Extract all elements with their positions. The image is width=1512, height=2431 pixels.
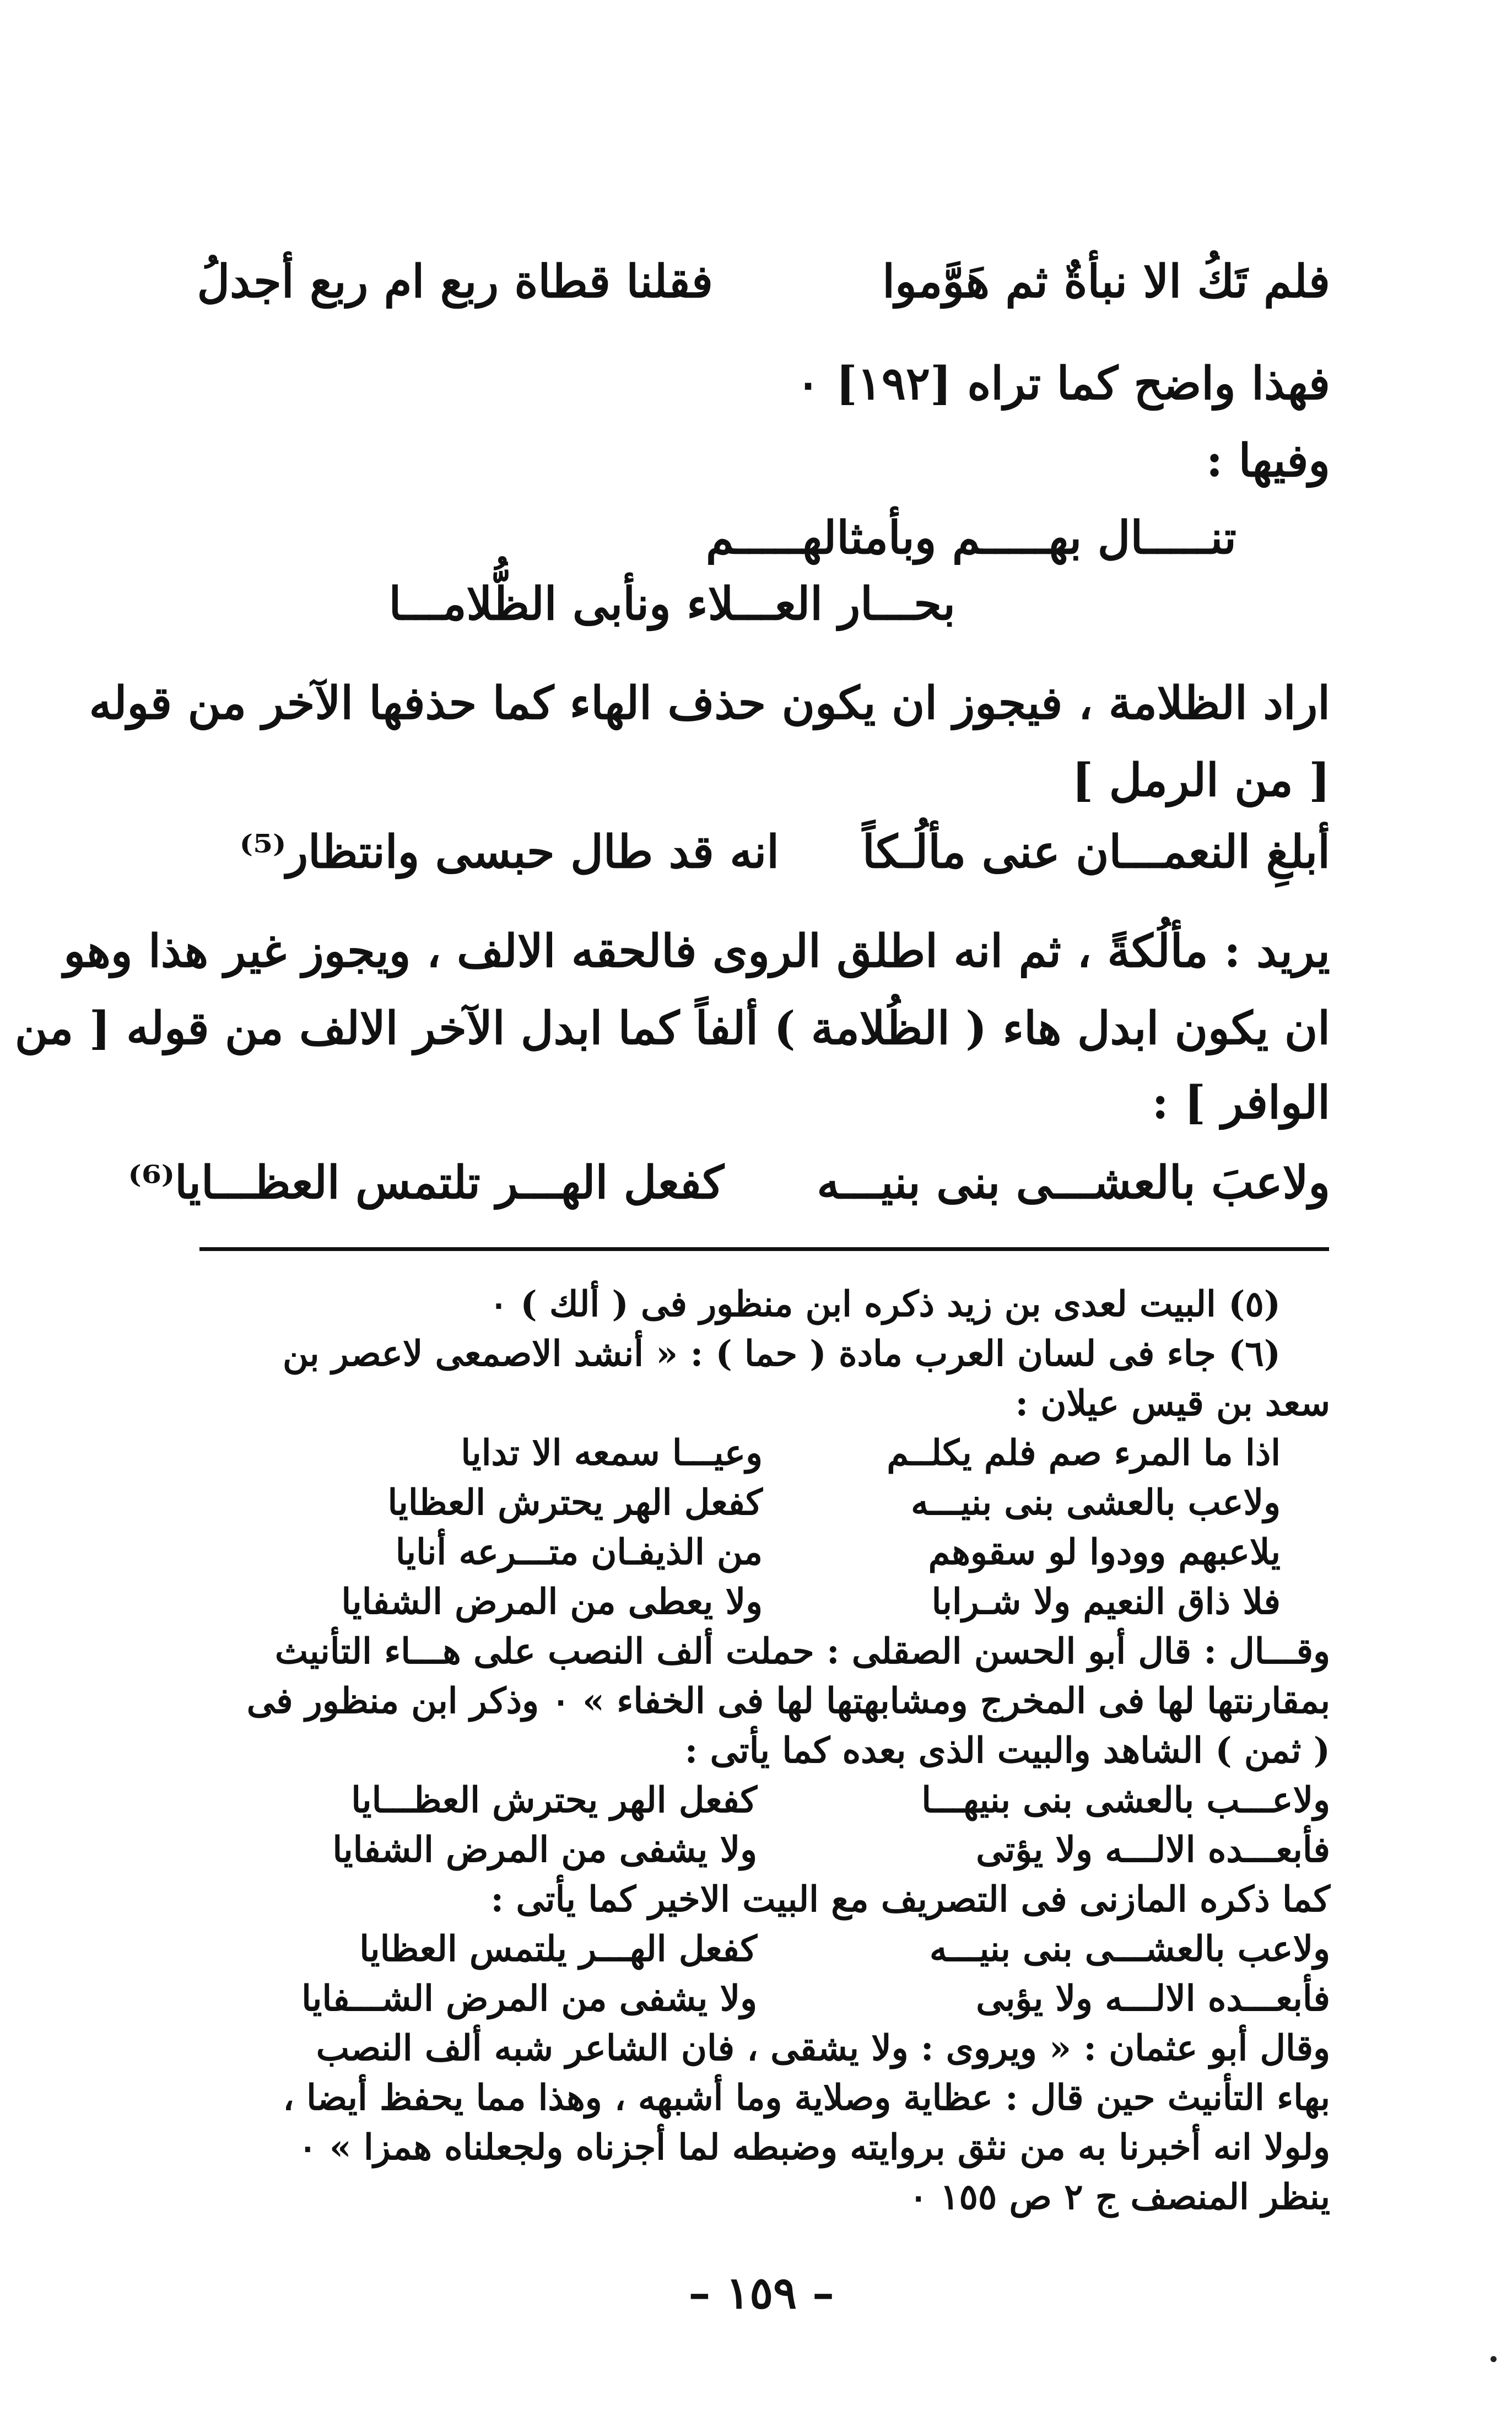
footnote-verse-right: فأبعـــده الالـــه ولا يؤتى — [976, 1829, 1330, 1871]
footnote-verse-right: ولاعـــب بالعشى بنى بنيهـــا — [921, 1780, 1330, 1821]
footnote-verse-right: فأبعـــده الالـــه ولا يؤبى — [976, 1978, 1330, 2019]
verse-hemistich-left: انه قد طال حبسى وانتظار⁽⁵⁾ — [239, 826, 779, 878]
footnote-verse-left: كفعل الهر يحترش العظايا — [387, 1482, 763, 1523]
footnote-separator — [199, 1247, 1329, 1251]
footnote-verse-left: كفعل الهـــر يلتمس العظايا — [359, 1928, 757, 1970]
footnote-verse-left: ولا يعطى من المرض الشفايا — [341, 1581, 763, 1623]
verse-hemistich-left: كفعل الهـــر تلتمس العظـــايا⁽⁶⁾ — [128, 1156, 724, 1209]
verse-hemistich-left: فقلنا قطاة ربع ام ربع أجدلُ — [197, 255, 713, 308]
verse-line-centered: بحـــار العـــلاء ونأبى الظُّلامـــا — [388, 578, 955, 630]
footnote-verse-left: كفعل الهر يحترش العظـــايا — [351, 1780, 757, 1821]
footnote-line: كما ذكره المازنى فى التصريف مع البيت الاخير كما يأتى : — [490, 1879, 1330, 1920]
footnote-line: ولولا انه أخبرنا به من نثق بروايته وضبطه لما أجزناه ولجعلناه همزا » ٠ — [298, 2127, 1330, 2168]
footnote-verse-left: من الذيفـان متـــرعه أنايا — [395, 1532, 763, 1573]
page-number: – ١٥٩ – — [688, 2267, 834, 2319]
footnote-verse-right: اذا ما المرء صم فلم يكلــم — [887, 1432, 1281, 1474]
footnote-line: بمقارنتها لها فى المخرج ومشابهتها لها فى الخفاء » ٠ وذكر ابن منظور فى — [246, 1680, 1330, 1722]
verse-hemistich-right: فلم تَكُ الا نبأةٌ ثم هَوَّموا — [882, 255, 1330, 308]
text-line: الوافر ] : — [1152, 1076, 1330, 1129]
footnote-verse-right: فلا ذاق النعيم ولا شـرابا — [931, 1581, 1281, 1623]
footnote-verse-right: ولاعب بالعشى بنى بنيـــه — [911, 1482, 1281, 1523]
scan-speck — [1491, 2356, 1497, 2362]
footnote-verse-left: ولا يشفى من المرض الشـــفايا — [301, 1978, 757, 2019]
footnote-verse-right: يلاعبهم وودوا لو سقوهم — [928, 1532, 1281, 1573]
footnote-line: بهاء التأنيث حين قال : عظاية وصلاية وما أشبهه ، وهذا مما يحفظ أيضا ، — [283, 2077, 1330, 2119]
footnote-line: (٥) البيت لعدى بن زيد ذكره ابن منظور فى ( ألك ) ٠ — [489, 1284, 1281, 1325]
text-line: ان يكون ابدل هاء ( الظُلامة ) ألفاً كما ابدل الآخر الالف من قوله [ من — [14, 1002, 1330, 1055]
footnote-verse-right: ولاعب بالعشـــى بنى بنيـــه — [929, 1928, 1330, 1970]
footnote-line: ينظر المنصف ج ٢ ص ١٥٥ ٠ — [909, 2176, 1330, 2218]
footnote-verse-left: وعيـــا سمعه الا تدايا — [461, 1432, 763, 1474]
footnote-line: سعد بن قيس عيلان : — [1015, 1383, 1330, 1424]
footnote-line: وقـــال : قال أبو الحسن الصقلى : حملت ألف النصب على هـــاء التأنيث — [274, 1631, 1330, 1672]
footnote-line: (٦) جاء فى لسان العرب مادة ( حما ) : « أنشد الاصمعى لاعصر بن — [283, 1333, 1281, 1374]
footnote-line: ( ثمن ) الشاهد والبيت الذى بعده كما يأتى : — [684, 1730, 1330, 1771]
footnote-line: وقال أبو عثمان : « ويروى : ولا يشقى ، فان الشاعر شبه ألف النصب — [316, 2028, 1330, 2069]
meter-label: [ من الرمل ] — [1072, 754, 1330, 807]
text-line: وفيها : — [1206, 434, 1330, 487]
verse-hemistich-right: أبلغِ النعمـــان عنى مألُـكاً — [862, 826, 1330, 878]
text-line: يريد : مألُكةً ، ثم انه اطلق الروى فالحقه الالف ، ويجوز غير هذا وهو — [63, 925, 1330, 978]
verse-hemistich-right: ولاعبَ بالعشـــى بنى بنيـــه — [817, 1156, 1330, 1209]
text-line: فهذا واضح كما تراه [١٩٢] ٠ — [796, 357, 1330, 410]
footnote-verse-left: ولا يشفى من المرض الشفايا — [332, 1829, 757, 1871]
verse-line-centered: تنـــــال بهـــــم وبأمثالهـــــم — [705, 511, 1236, 564]
text-line: اراد الظلامة ، فيجوز ان يكون حذف الهاء كما حذفها الآخر من قوله — [89, 677, 1330, 730]
